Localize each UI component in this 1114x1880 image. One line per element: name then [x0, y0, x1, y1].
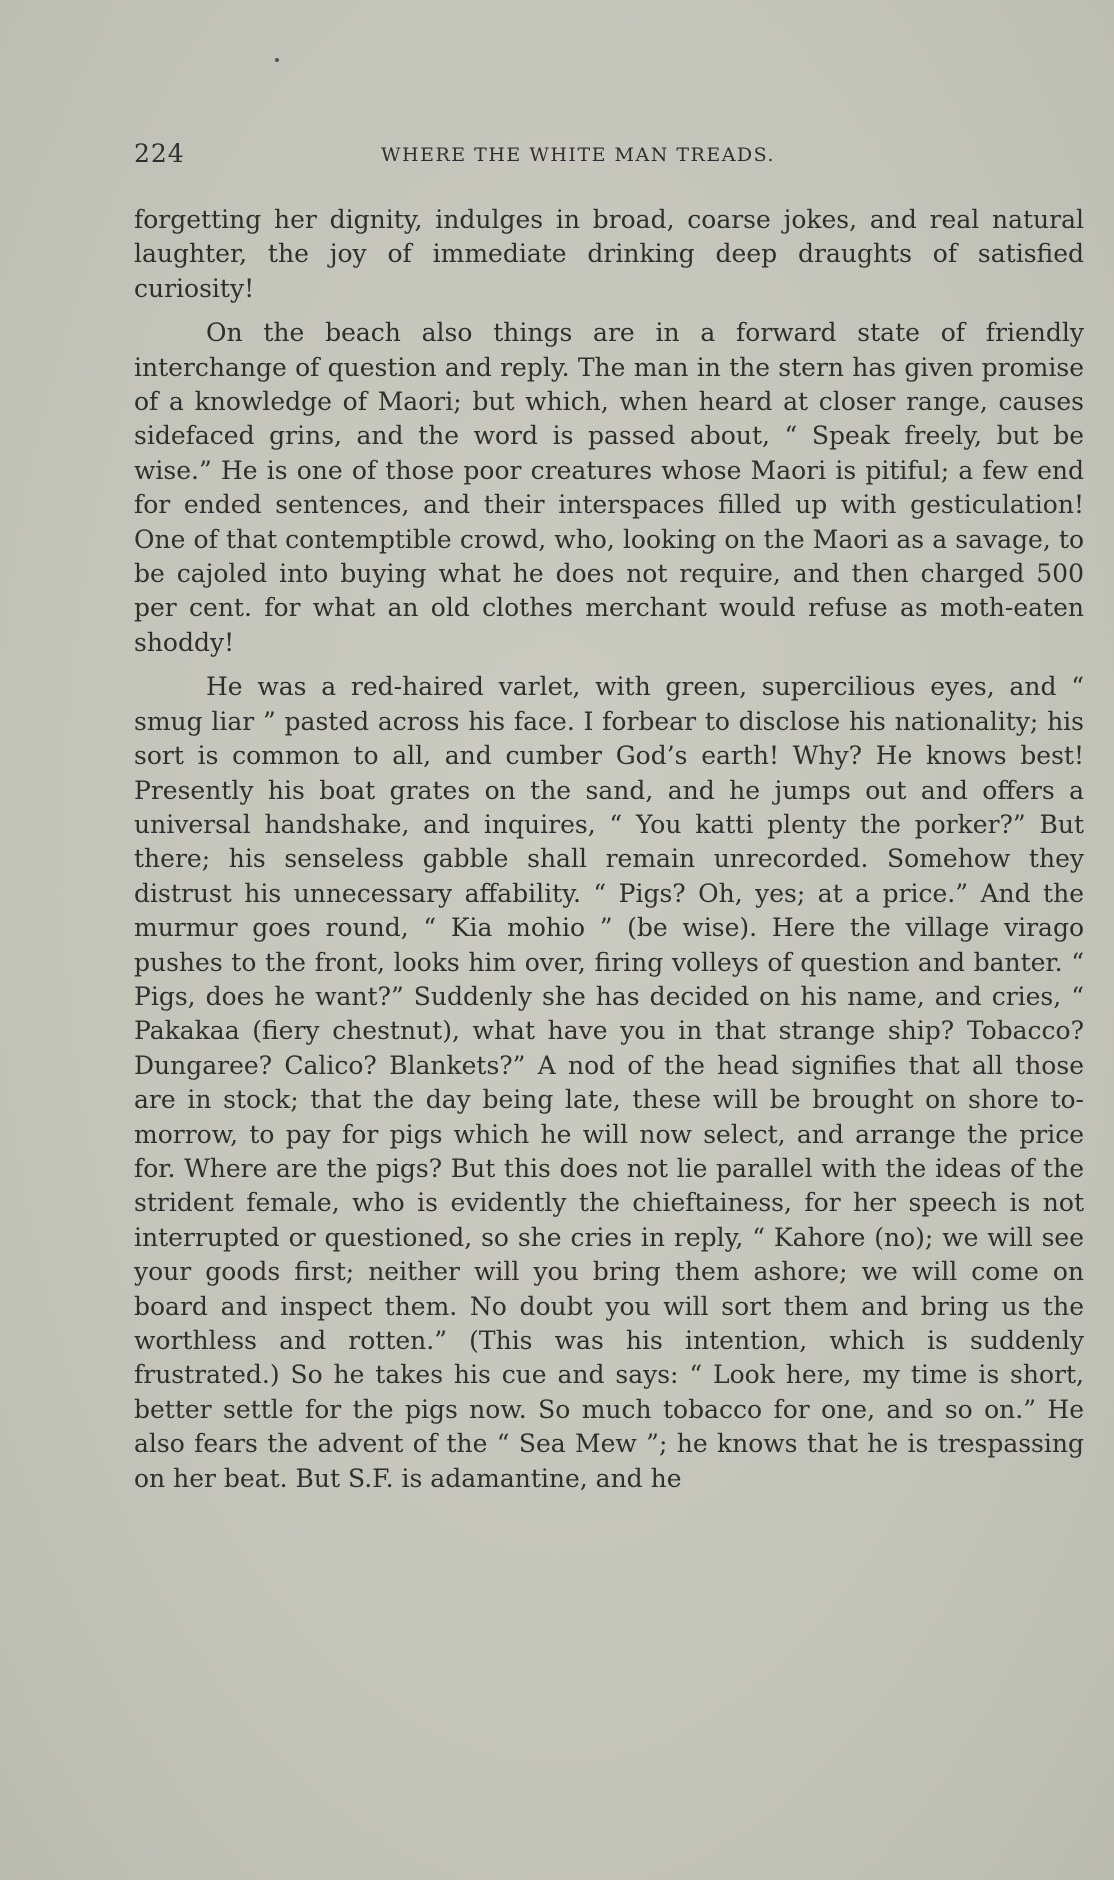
paragraph: On the beach also things are in a forward state of friendly interchange of question and reply. The man in the stern has given promise of a knowledge of Maori; but which, when heard at closer range, causes sidefaced grins, and the word is passed about, “ Speak freely, but be wise.” He is one of those poor creatures whose Maori is pitiful; a few end for ended sentences, and their interspaces filled up with gesticulation! One of that contemptible crowd, who, looking on the Maori as a savage, to be cajoled into buying what he does not require, and then charged 500 per cent. for what an old clothes merchant would refuse as moth-eaten shoddy! — [134, 318, 1084, 657]
body-text — [134, 203, 1084, 1506]
page-number: 224 — [134, 139, 185, 168]
page-speck — [275, 58, 279, 62]
running-head: WHERE THE WHITE MAN TREADS. — [381, 144, 776, 166]
page-header — [134, 139, 1084, 175]
paragraph: He was a red-haired varlet, with green, supercilious eyes, and “ smug liar ” pasted across his face. I forbear to disclose his nationality; his sort is common to all, and cumber God’s earth! Why? He knows best! Presently his boat grates on the sand, and he jumps out and offers a universal handshake, and inquires, “ You katti plenty the porker?” But there; his senseless gabble shall remain unrecorded. Somehow they distrust his unnecessary affability. “ Pigs? Oh, yes; at a price.” And the murmur goes round, “ Kia mohio ” (be wise). Here the village virago pushes to the front, looks him over, firing volleys of question and banter. “ Pigs, does he want?” Suddenly she has decided on his name, and cries, “ Pakakaa (fiery chestnut), what have you in that strange ship? Tobacco? Dungaree? Calico? Blankets?” A nod of the head signifies that all those are in stock; that the day being late, these will be brought on shore to-morrow, to pay for pigs which he will now select, and arrange the price for. Where are the pigs? But this does not lie parallel with the ideas of the strident female, who is evidently the chieftainess, for her speech is not interrupted or questioned, so she cries in reply, “ Kahore (no); we will see your goods first; neither will you bring them ashore; we will come on board and inspect them. No doubt you will sort them and bring us the worthless and rotten.” (This was his intention, which is suddenly frustrated.) So he takes his cue and says: “ Look here, my time is short, better settle for the pigs now. So much tobacco for one, and so on.” He also fears the advent of the “ Sea Mew ”; he knows that he is trespassing on her beat. But S.F. is adamantine, and he — [134, 672, 1084, 1493]
paragraph: forgetting her dignity, indulges in broad, coarse jokes, and real natural laughter, the joy of immediate drinking deep draughts of satisfied curiosity! — [134, 205, 1084, 303]
